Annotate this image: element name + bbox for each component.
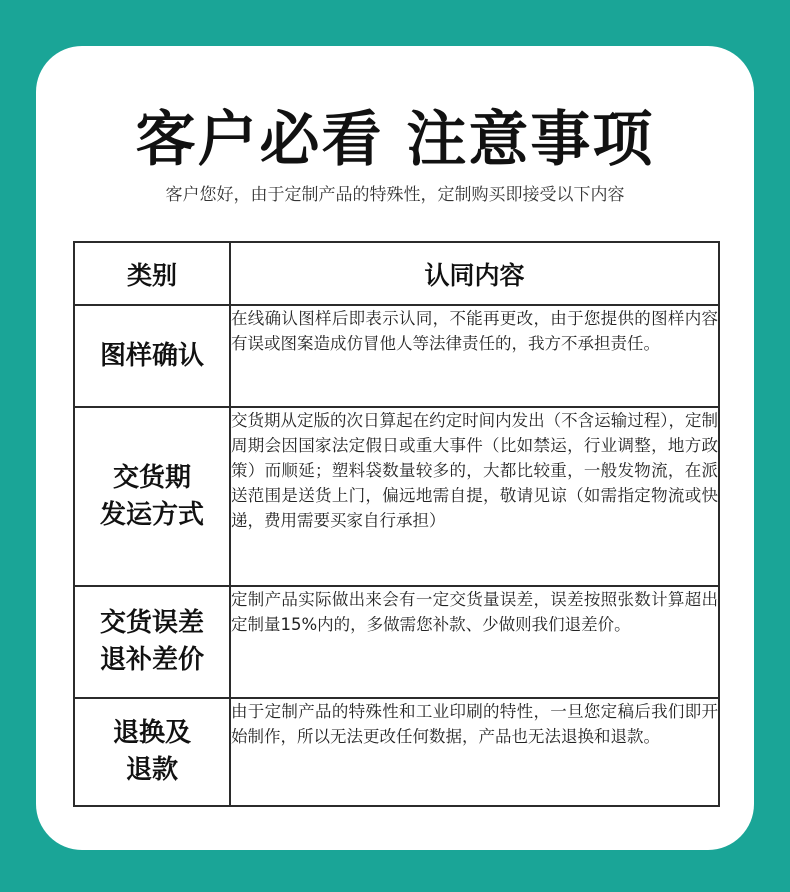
category-cell — [74, 407, 230, 586]
notice-card — [36, 46, 754, 850]
terms-table — [73, 241, 720, 807]
table-row — [74, 698, 719, 806]
content-cell: 定制产品实际做出来会有一定交货量误差，误差按照张数计算超出定制量15%内的，多做需您补款、少做则我们退差价。 — [230, 586, 719, 698]
table-row — [74, 407, 719, 586]
content-cell: 由于定制产品的特殊性和工业印刷的特性，一旦您定稿后我们即开始制作，所以无法更改任何数据，产品也无法退换和退款。 — [230, 698, 719, 806]
category-cell — [74, 586, 230, 698]
page-title: 客户必看 注意事项 — [135, 105, 655, 175]
category-label: 交货误差 — [99, 608, 204, 638]
content-cell: 在线确认图样后即表示认同，不能再更改，由于您提供的图样内容有误或图案造成仿冒他人等法律责任的，我方不承担责任。 — [230, 305, 719, 407]
category-label: 交货期 — [112, 462, 191, 493]
category-label: 图样确认 — [99, 340, 204, 371]
table-row — [74, 305, 719, 407]
category-label: 退换及 — [112, 718, 191, 748]
table-row — [74, 586, 719, 698]
header-category: 类别 — [74, 242, 230, 305]
category-cell — [74, 305, 230, 407]
category-label: 发运方式 — [99, 499, 204, 530]
page-subtitle: 客户您好，由于定制产品的特殊性，定制购买即接受以下内容 — [165, 185, 625, 205]
category-cell — [74, 698, 230, 806]
category-label: 退补差价 — [99, 645, 204, 675]
table-header-row — [74, 242, 719, 305]
category-label: 退款 — [125, 755, 178, 785]
header-content: 认同内容 — [230, 242, 719, 305]
content-cell: 交货期从定版的次日算起在约定时间内发出（不含运输过程），定制周期会因国家法定假日或重大事件（比如禁运，行业调整，地方政策）而顺延；塑料袋数量较多的，大都比较重，一般发物流，在派送范围是送货上门，偏远地需自提，敬请见谅（如需指定物流或快递，费用需要买家自行承担） — [230, 407, 719, 586]
